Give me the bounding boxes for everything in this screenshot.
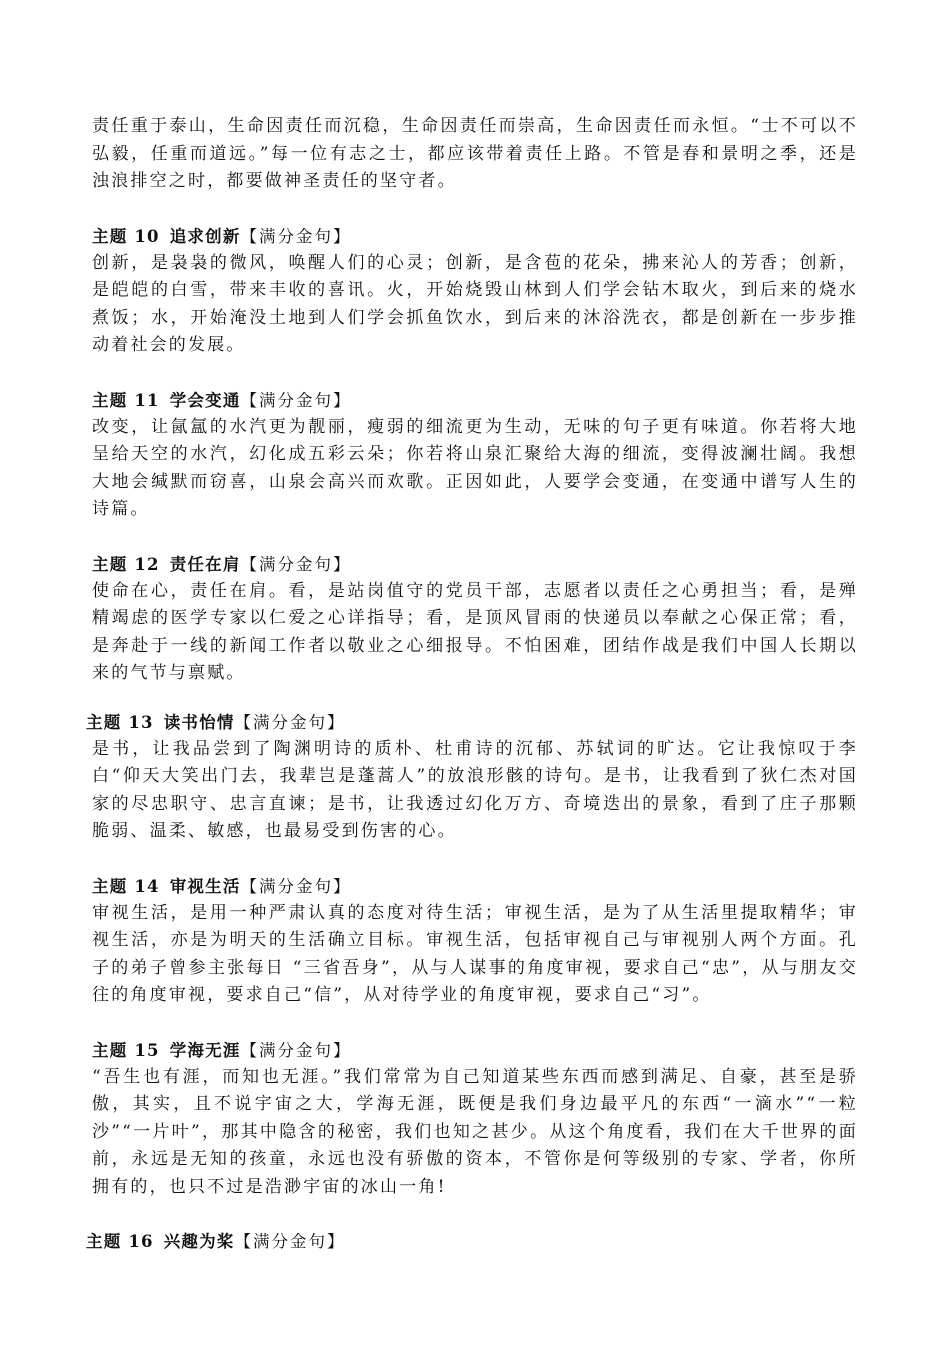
- section-tag: 【满分金句】: [234, 712, 346, 732]
- section-label: 主题 11: [92, 390, 160, 410]
- section-title: 学海无涯: [169, 1040, 241, 1060]
- intro-paragraph: 责任重于泰山，生命因责任而沉稳，生命因责任而崇高，生命因责任而永恒。“士不可以不弘毅，任重而道远。”每一位有志之士，都应该带着责任上路。不管是春和景明之季，还是浊浪排空之时，都要做神圣责任的坚守者。: [92, 116, 858, 191]
- section-title: 学会变通: [169, 390, 241, 410]
- section-title: 责任在肩: [169, 554, 241, 574]
- section-title: 兴趣为桨: [163, 1232, 235, 1251]
- section-label: 主题 12: [92, 554, 160, 574]
- section-title: 追求创新: [169, 226, 241, 246]
- section-tag: 【满分金句】: [240, 226, 352, 246]
- section-title: 读书怡情: [163, 712, 235, 732]
- section-tag: 【满分金句】: [240, 1040, 352, 1060]
- section-heading: [92, 223, 858, 250]
- section-label: 主题 16: [86, 1232, 154, 1251]
- section-tag: 【满分金句】: [240, 554, 352, 574]
- section-label: 主题 15: [92, 1040, 160, 1060]
- section-body: “吾生也有涯，而知也无涯。”我们常常为自己知道某些东西而感到满足、自豪，甚至是骄傲，其实，且不说宇宙之大，学海无涯，既便是我们身边最平凡的东西“一滴水”“一粒沙”“一片叶”，那其中隐含的秘密，我们也知之甚少。从这个角度看，我们在大千世界的面前，永远是无知的孩童，永远也没有骄傲的资本，不管你是何等级别的专家、学者，你所拥有的，也只不过是浩渺宇宙的冰山一角!: [92, 1066, 858, 1197]
- section-theme-14: [92, 873, 858, 1010]
- section-body: 改变，让氤氲的水汽更为靓丽，瘦弱的细流更为生动，无味的句子更有味道。你若将大地呈给天空的水汽，幻化成五彩云朵；你若将山泉汇聚给大海的细流，变得波澜壮阔。我想大地会缄默而窃喜，山泉会高兴而欢歌。正因如此，人要学会变通，在变通中谱写人生的诗篇。: [92, 416, 858, 519]
- section-theme-10: [92, 223, 858, 360]
- section-heading: [92, 873, 858, 900]
- section-theme-11: [92, 387, 858, 524]
- section-body: 使命在心，责任在肩。看，是站岗值守的党员干部，志愿者以责任之心勇担当；看，是殚精竭虑的医学专家以仁爱之心详指导；看，是顶风冒雨的快递员以奉献之心保正常；看，是奔赴于一线的新闻工作者以敬业之心细报导。不怕困难，团结作战是我们中国人长期以来的气节与禀赋。: [92, 580, 858, 683]
- section-tag: 【满分金句】: [240, 876, 352, 896]
- section-heading: [92, 1037, 858, 1064]
- section-heading: [86, 709, 858, 736]
- section-tag: 【满分金句】: [234, 1232, 346, 1251]
- section-heading: [92, 551, 858, 578]
- section-label: 主题 13: [86, 712, 154, 732]
- section-label: 主题 14: [92, 876, 160, 896]
- section-theme-15: [92, 1037, 858, 1202]
- section-label: 主题 10: [92, 226, 160, 246]
- section-heading: [92, 387, 858, 414]
- section-theme-12: [92, 551, 858, 688]
- section-body: 审视生活，是用一种严肃认真的态度对待生活；审视生活，是为了从生活里提取精华；审视生活，亦是为明天的生活确立目标。审视生活，包括审视自己与审视别人两个方面。孔子的弟子曾参主张每日 “三省吾身”，从与人谋事的角度审视，要求自己“忠”，从与朋友交往的角度审视，要求自己“信”，从对待学业的角度审视，要求自己“习”。: [92, 902, 858, 1005]
- section-tag: 【满分金句】: [240, 390, 352, 410]
- section-theme-16: [86, 1228, 858, 1255]
- section-body: 创新，是袅袅的微风，唤醒人们的心灵；创新，是含苞的花朵，拂来沁人的芳香；创新，是皑皑的白雪，带来丰收的喜讯。火，开始烧毁山林到人们学会钻木取火，到后来的烧水煮饭；水，开始淹没土地到人们学会抓鱼饮水，到后来的沐浴洗衣，都是创新在一步步推动着社会的发展。: [92, 252, 858, 355]
- section-heading: [86, 1228, 858, 1255]
- section-theme-13: [86, 709, 858, 846]
- document-page: [86, 113, 858, 1255]
- section-body: 是书，让我品尝到了陶渊明诗的质朴、杜甫诗的沉郁、苏轼词的旷达。它让我惊叹于李白“仰天大笑出门去，我辈岂是蓬蒿人”的放浪形骸的诗句。是书，让我看到了狄仁杰对国家的尽忠职守、忠言直谏；是书，让我透过幻化万方、奇境迭出的景象，看到了庄子那颗脆弱、温柔、敏感，也最易受到伤害的心。: [92, 738, 858, 841]
- section-title: 审视生活: [169, 876, 241, 896]
